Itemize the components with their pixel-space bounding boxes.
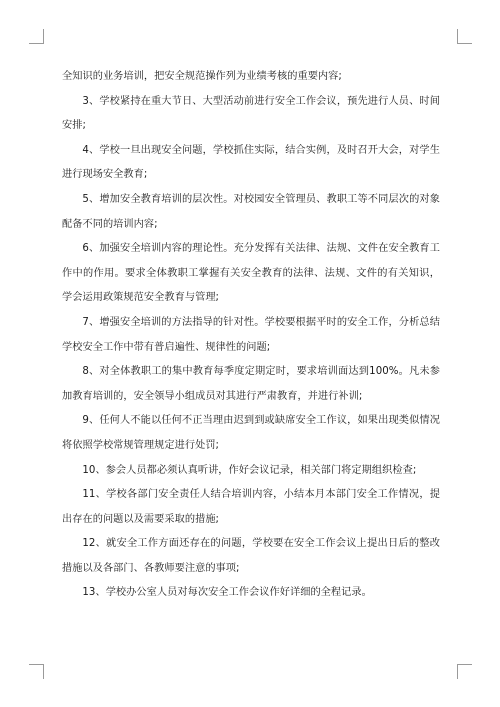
paragraph-item-11: 11、学校各部门安全责任人结合培训内容，小结本月本部门安全工作情况，提出存在的问题以及需要采取的措施; — [62, 489, 440, 525]
crop-mark-top-left — [29, 29, 44, 44]
paragraph-continuation: 全知识的业务培训，把安全规范操作列为业绩考核的重要内容; — [62, 71, 342, 82]
paragraph-item-4: 4、学校一旦出现安全问题，学校抓住实际，结合实例，及时召开大会，对学生进行现场安全教育; — [62, 144, 440, 181]
paragraph-item-13: 13、学校办公室人员对每次安全工作会议作好详细的全程记录。 — [82, 587, 372, 599]
crop-mark-top-right — [457, 29, 472, 44]
document-body — [62, 65, 440, 606]
paragraph-item-12: 12、就安全工作方面还存在的问题，学校要在安全工作会议上提出日后的整改措施以及各部门、各教师要注意的事项; — [62, 538, 440, 574]
paragraph-item-6: 6、加强安全培训内容的理论性。充分发挥有关法律、法规、文件在安全教育工作中的作用。要求全体教职工掌握有关安全教育的法律、法规、文件的有关知识，学会运用政策规范安全教育与管理; — [62, 243, 440, 304]
paragraph-item-8: 8、对全体教职工的集中教育每季度定期定时，要求培训面达到100%。凡未参加教育培训的，安全领导小组成员对其进行严肃教育，并进行补训; — [62, 366, 440, 402]
paragraph-item-5: 5、增加安全教育培训的层次性。对校园安全管理员、教职工等不同层次的对象配备不同的培训内容; — [62, 193, 440, 230]
paragraph-item-3: 3、学校紧持在重大节日、大型活动前进行安全工作会议，预先进行人员、时间安排; — [62, 95, 440, 132]
crop-mark-bottom-left — [29, 664, 44, 679]
crop-mark-bottom-right — [457, 664, 472, 679]
paragraph-item-10: 10、参会人员都必须认真听讲，作好会议记录，相关部门将定期组织检查; — [82, 464, 417, 476]
paragraph-item-7: 7、增强安全培训的方法指导的针对性。学校要根据平时的安全工作，分析总结学校安全工作中带有普启遍性、规律性的问题; — [62, 316, 440, 353]
paragraph-item-9: 9、任何人不能以任何不正当理由迟到到或缺席安全工作议，如果出现类似情况将依照学校常规管理规定进行处罚; — [62, 415, 440, 451]
